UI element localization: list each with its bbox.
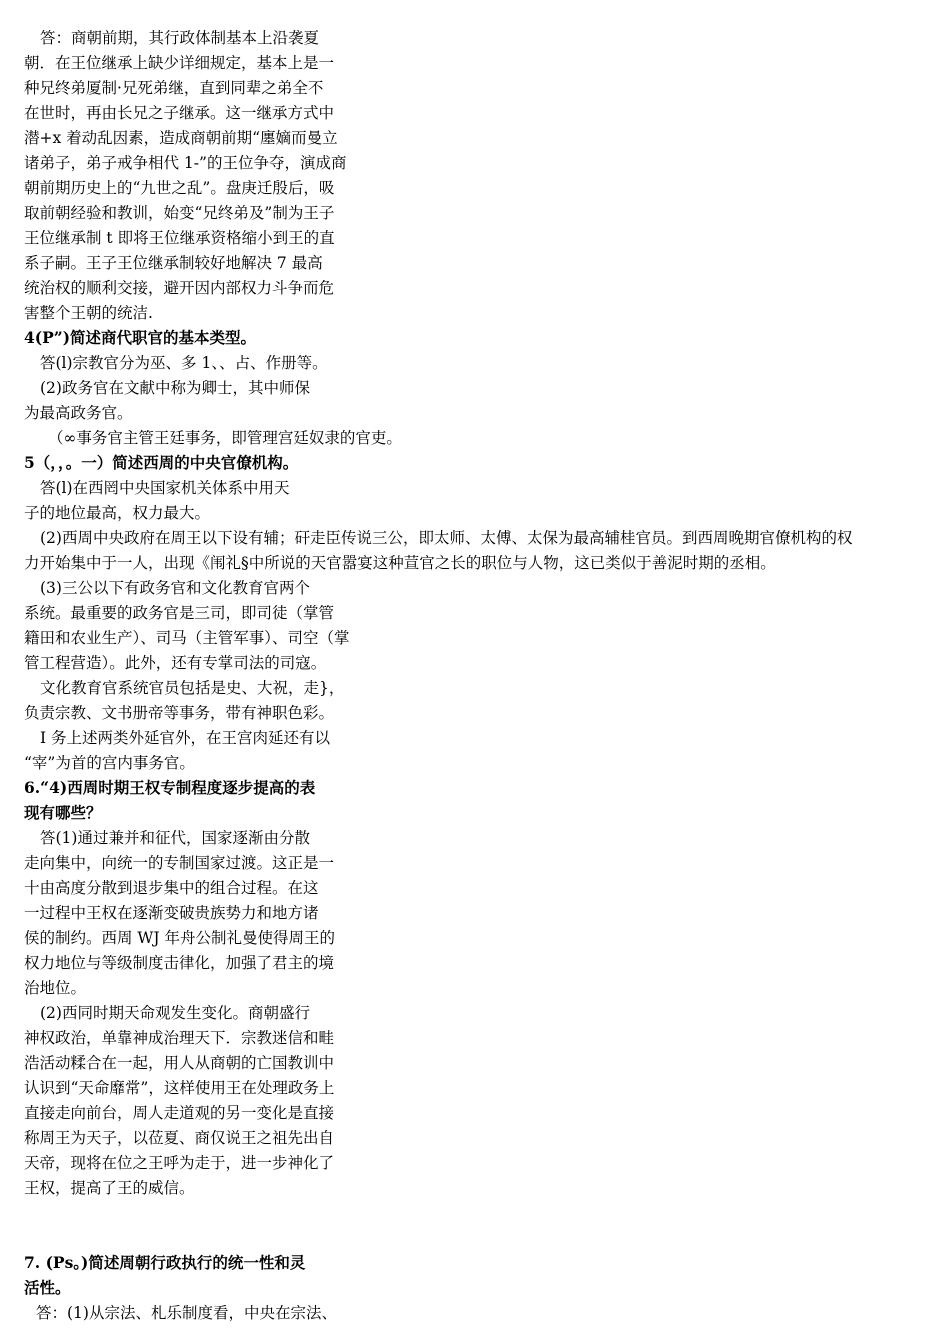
text-line: 子的地位最高，权力最大。 bbox=[24, 504, 211, 522]
text-line: 权力地位与等级制度击律化，加强了君主的境 bbox=[24, 954, 335, 972]
text-line: 潜+x 着动乱因素，造成商朝前期“廛嫡而曼立 bbox=[24, 129, 338, 147]
text-line: 朝．在王位继承上缺少详细规定，基本上是一 bbox=[24, 54, 335, 72]
text-line: I 务上述两类外延官外，在王宫肉延还有以 bbox=[40, 729, 331, 747]
text-line: 害整个王朝的统洁. bbox=[24, 304, 153, 322]
text-line: (2)政务官在文献中称为卿士，其中师保 bbox=[40, 379, 310, 397]
text-line: 答(l)在西罔中央国家机关体系中用天 bbox=[40, 479, 290, 497]
text-line: 天帝，现将在位之王呼为走于，进一步神化了 bbox=[24, 1154, 335, 1172]
question-heading: 现有哪些？ bbox=[24, 803, 102, 822]
text-line: 侯的制约。西周 WJ 年舟公制礼曼使得周王的 bbox=[24, 929, 336, 947]
text-line: (3)三公以下有政务官和文化教育官两个 bbox=[40, 579, 310, 597]
text-line: 朝前期历史上的“九世之乱”。盘庚迁殷后，吸 bbox=[24, 179, 335, 197]
text-line: 在世时，再由长兄之子继承。这一继承方式中 bbox=[24, 104, 335, 122]
text-line: 走向集中，向统一的专制国家过渡。这正是一 bbox=[24, 854, 335, 872]
text-line: 种兄终弟厦制·兄死弟继，直到同辈之弟全不 bbox=[24, 79, 324, 97]
text-line: 籍田和农业生产）、司马（主管军事）、司空（掌 bbox=[24, 629, 350, 647]
text-line: 神权政治，单靠神成治理天下．宗教迷信和畦 bbox=[24, 1029, 335, 1047]
text-line: 治地位。 bbox=[24, 979, 87, 997]
text-line: 系子嗣。王子王位继承制较好地解决 7 最高 bbox=[24, 254, 323, 272]
question-heading: 4(P”)简述商代职官的基本类型。 bbox=[24, 328, 257, 347]
text-line: 十由高度分散到退步集中的组合过程。在这 bbox=[24, 879, 319, 897]
text-line: 王位继承制 t 即将王位继承资格缩小到王的直 bbox=[24, 229, 335, 247]
question-heading: 活性。 bbox=[24, 1278, 71, 1297]
text-line: 力开始集中于一人，出现《闱礼§中所说的天官嚣宴这种荁官之长的职位与人物，这已类似于善泥时期的丞相。 bbox=[24, 554, 776, 572]
text-line: “宰”为首的宫内事务官。 bbox=[24, 754, 195, 772]
text-line: 文化教育官系统官员包括是史、大祝，走}， bbox=[40, 679, 345, 697]
text-line: 负责宗教、文书册帝等事务，带有神职色彩。 bbox=[24, 704, 335, 722]
text-line: 答(l)宗教官分为巫、多 1、、占、作册等。 bbox=[40, 354, 328, 372]
text-line: 答：(1)从宗法、札乐制度看，中央在宗法、 bbox=[36, 1304, 337, 1322]
text-line: 直接走向前台，周人走道观的另一变化是直接 bbox=[24, 1104, 335, 1122]
text-line: 取前朝经验和教训，始变“兄终弟及”制为王子 bbox=[24, 204, 335, 222]
text-line: 答(1)通过兼并和征代，国家逐渐由分散 bbox=[40, 829, 310, 847]
question-heading: 7. (Ps。)简述周朝行政执行的统一性和灵 bbox=[24, 1253, 306, 1272]
text-line: 为最高政务官。 bbox=[24, 404, 133, 422]
text-line: 管工程营造）。此外，还有专掌司法的司寇。 bbox=[24, 654, 327, 672]
text-line: 统治权的顺利交接，避开因内部权力斗争而危 bbox=[24, 279, 335, 297]
text-line: 一过程中王权在逐渐变破贵族势力和地方诸 bbox=[24, 904, 319, 922]
text-line: 认识到“天命靡常”，这样使用王在处理政务上 bbox=[24, 1079, 335, 1097]
question-heading: 5（，，。一）简述西周的中央官僚机构。 bbox=[24, 453, 299, 472]
text-line: (2)西周中央政府在周王以下设有辅；矸走臣传说三公，即太师、太傅、太保为最高辅桂官员。到西周晚期官僚机构的权 bbox=[40, 529, 853, 547]
text-line: (2)西同时期天命观发生变化。商朝盛行 bbox=[40, 1004, 310, 1022]
text-line: 答：商朝前期，其行政体制基本上沿袭夏 bbox=[40, 29, 320, 47]
text-line: 王权，提高了王的威信。 bbox=[24, 1179, 195, 1197]
text-line: 系统。最重要的政务官是三司，即司徒（掌管 bbox=[24, 604, 335, 622]
text-line: （∞事务官主管王廷事务，即管理宫廷奴隶的官吏。 bbox=[48, 429, 402, 447]
question-heading: 6.“4)西周时期王权专制程度逐步提高的表 bbox=[24, 778, 316, 797]
text-line: 诸弟子，弟子戒争相代 1-”的王位争夺，演成商 bbox=[24, 154, 347, 172]
text-line: 浩活动糅合在一起，用人从商朝的亡国教训中 bbox=[24, 1054, 335, 1072]
text-line: 称周王为天子，以莅夏、商仅说王之祖先出自 bbox=[24, 1129, 335, 1147]
